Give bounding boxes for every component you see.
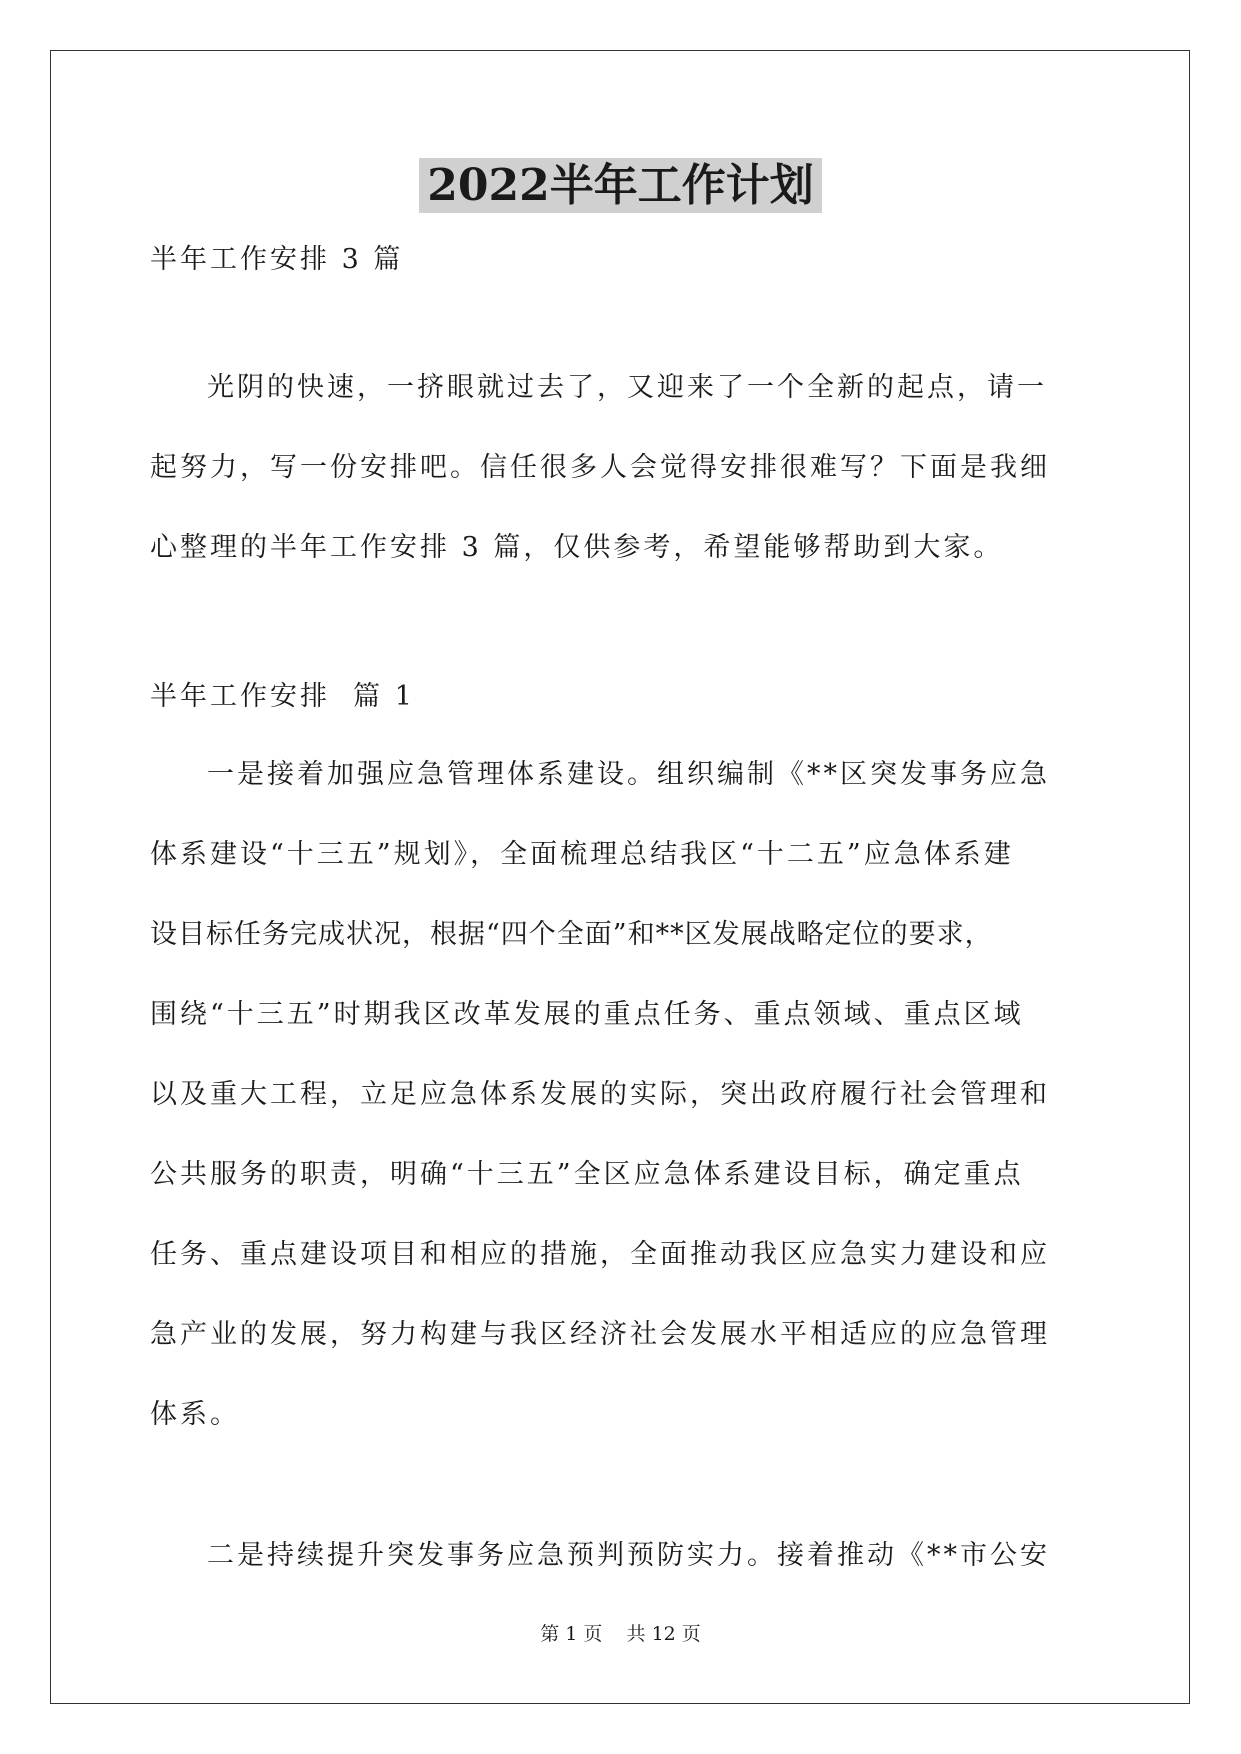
document-title-text: 2022半年工作计划 [419,158,821,213]
page-number-label: 第 1 页 共 12 页 [540,1623,701,1645]
paragraph-1-line-1: 一是接着加强应急管理体系建设。组织编制《**区突发事务应急 [207,759,1050,790]
section-heading [150,677,1090,717]
paragraph-2 [150,1516,1090,1596]
paragraph-1-line-6: 公共服务的职责，明确“十三五”全区应急体系建设目标，确定重点 [150,1159,1024,1190]
subtitle-line: 半年工作安排 3 篇 [150,244,404,275]
paragraph-1 [150,735,1090,1455]
paragraph-1-line-4: 围绕“十三五”时期我区改革发展的重点任务、重点领域、重点区域 [150,999,1024,1030]
intro-line-1: 光阴的快速，一挤眼就过去了，又迎来了一个全新的起点，请一 [207,372,1047,403]
intro-line-3: 心整理的半年工作安排 3 篇，仅供参考，希望能够帮助到大家。 [150,532,1004,563]
paragraph-1-line-5: 以及重大工程，立足应急体系发展的实际，突出政府履行社会管理和 [150,1079,1050,1110]
intro-paragraph [150,348,1090,588]
document-subtitle [150,240,1090,280]
paragraph-2-line-1: 二是持续提升突发事务应急预判预防实力。接着推动《**市公安 [207,1540,1050,1571]
intro-line-2: 起努力，写一份安排吧。信任很多人会觉得安排很难写？下面是我细 [150,452,1050,483]
paragraph-1-line-3: 设目标任务完成状况，根据“四个全面”和**区发展战略定位的要求， [150,919,993,950]
paragraph-1-line-2: 体系建设“十三五”规划》，全面梳理总结我区“十二五”应急体系建 [150,839,1014,870]
paragraph-1-line-8: 急产业的发展，努力构建与我区经济社会发展水平相适应的应急管理 [150,1319,1050,1350]
paragraph-1-line-9: 体系。 [150,1399,240,1430]
section-heading-text: 半年工作安排 篇 1 [150,681,415,712]
document-title [0,157,1241,215]
paragraph-1-line-7: 任务、重点建设项目和相应的措施，全面推动我区应急实力建设和应 [150,1239,1050,1270]
page-number-footer [0,1620,1241,1648]
